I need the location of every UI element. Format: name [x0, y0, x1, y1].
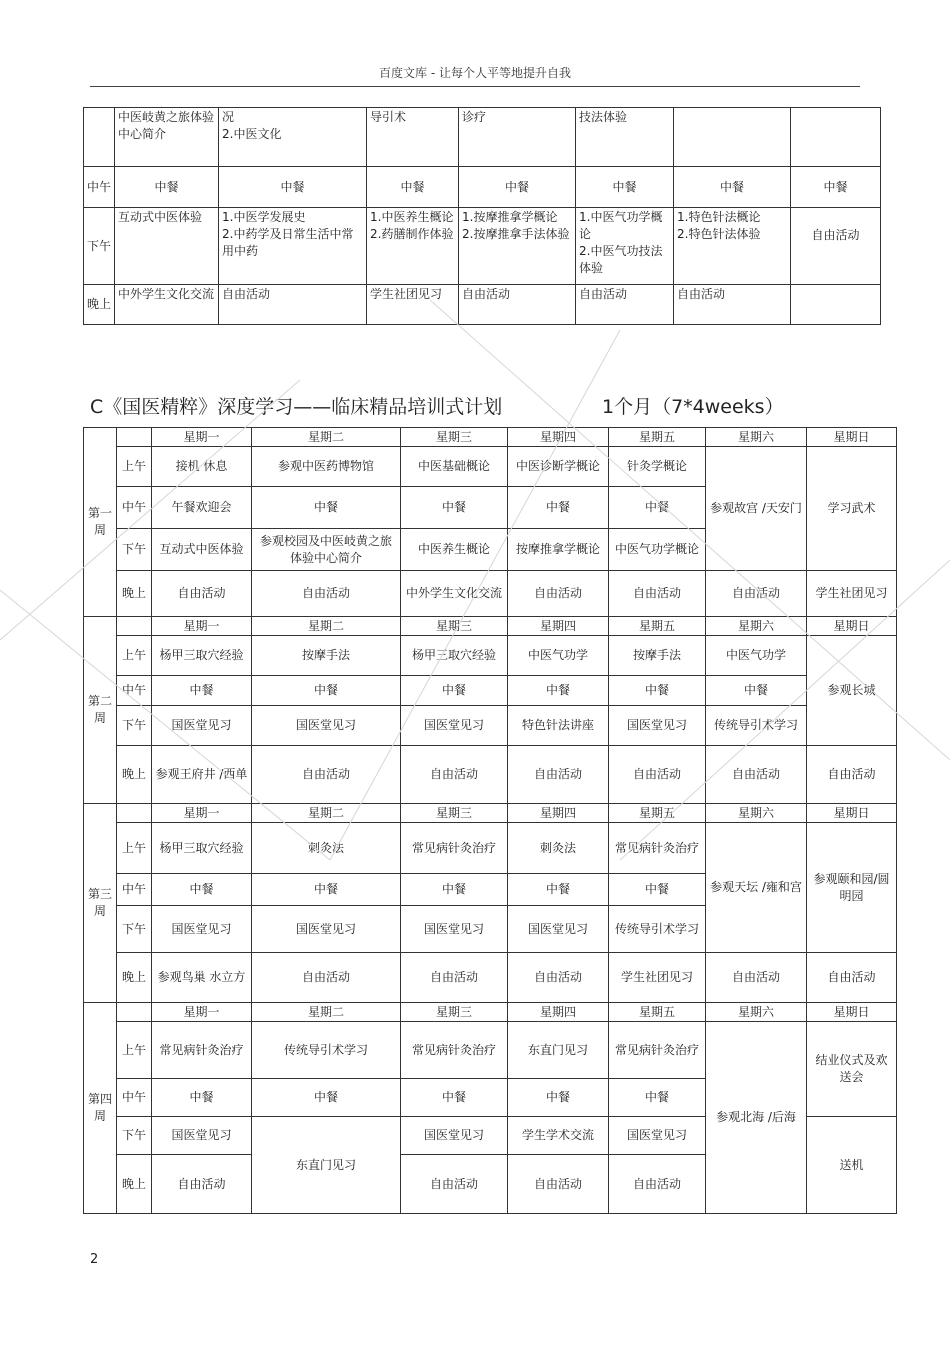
period-label: 下午	[117, 1117, 152, 1155]
table-cell: 中餐	[115, 167, 219, 208]
week-label: 第二周	[84, 617, 117, 804]
table-cell	[117, 804, 152, 823]
table-cell: 1.中医学发展史 2.中药学及日常生活中常用中药	[219, 208, 367, 285]
table-row	[84, 676, 897, 706]
table-cell: 东直门见习	[508, 1022, 609, 1079]
day-header: 星期三	[401, 617, 508, 636]
day-header: 星期四	[508, 804, 609, 823]
table-cell: 中医气功学概论	[609, 529, 706, 571]
table-cell: 中餐	[508, 874, 609, 906]
table-cell: 中餐	[252, 874, 401, 906]
table-cell: 常见病针灸治疗	[609, 823, 706, 874]
table-cell: 杨甲三取穴经验	[152, 823, 252, 874]
day-header: 星期五	[609, 1003, 706, 1022]
table-row	[84, 746, 897, 804]
table-cell: 自由活动	[706, 953, 807, 1003]
day-header: 星期六	[706, 428, 807, 447]
table-cell	[219, 108, 367, 167]
table-cell: 传统导引术学习	[706, 706, 807, 746]
table-cell: 自由活动	[219, 285, 367, 325]
table-cell: 自由活动	[807, 746, 897, 804]
table-cell: 中餐	[252, 487, 401, 529]
table-cell: 参观天坛 /雍和宫	[706, 823, 807, 953]
day-header: 星期六	[706, 617, 807, 636]
table-cell: 互动式中医体验	[152, 529, 252, 571]
period-label: 中午	[117, 487, 152, 529]
table-cell: 中医气功学	[508, 636, 609, 676]
table-cell: 自由活动	[791, 208, 881, 285]
table-cell: 中餐	[609, 487, 706, 529]
table-cell: 国医堂见习	[401, 706, 508, 746]
table-cell	[84, 108, 115, 167]
cell-text: 诊疗	[462, 110, 487, 124]
table-row	[84, 1022, 897, 1079]
table-row	[84, 285, 881, 325]
day-header: 星期五	[609, 428, 706, 447]
day-header: 星期日	[807, 617, 897, 636]
table-row	[84, 823, 897, 874]
table-cell: 中餐	[609, 874, 706, 906]
week-label: 第四周	[84, 1003, 117, 1214]
table-cell: 中外学生文化交流	[115, 285, 219, 325]
day-header: 星期一	[152, 428, 252, 447]
table-cell: 参观校园及中医岐黄之旅体验中心简介	[252, 529, 401, 571]
table-cell: 中餐	[576, 167, 674, 208]
table-cell: 结业仪式及欢送会	[807, 1022, 897, 1117]
table-cell: 参观王府井 /西单	[152, 746, 252, 804]
table-cell: 互动式中医体验	[115, 208, 219, 285]
table-cell: 学生社团见习	[807, 571, 897, 617]
table-cell: 刺灸法	[508, 823, 609, 874]
table-cell: 刺灸法	[252, 823, 401, 874]
table-cell: 中医养生概论	[401, 529, 508, 571]
table-cell: 国医堂见习	[609, 1117, 706, 1155]
table-row	[84, 108, 881, 167]
table-cell: 中餐	[401, 487, 508, 529]
table-cell: 国医堂见习	[252, 906, 401, 953]
table-cell: 传统导引术学习	[609, 906, 706, 953]
table-cell: 学生社团见习	[367, 285, 459, 325]
table-cell: 自由活动	[252, 953, 401, 1003]
day-header: 星期一	[152, 804, 252, 823]
table-cell: 1.中医养生概论 2.药膳制作体验	[367, 208, 459, 285]
table-cell: 东直门见习	[252, 1117, 401, 1214]
table-cell: 中餐	[252, 1079, 401, 1117]
day-header: 星期一	[152, 617, 252, 636]
period-label: 下午	[117, 706, 152, 746]
table-cell: 中餐	[219, 167, 367, 208]
table-cell: 参观中医药博物馆	[252, 447, 401, 487]
table-cell: 中餐	[791, 167, 881, 208]
period-label: 晚上	[117, 571, 152, 617]
day-header: 星期三	[401, 428, 508, 447]
day-header: 星期日	[807, 1003, 897, 1022]
table-cell: 常见病针灸治疗	[401, 823, 508, 874]
page-header: 百度文库 - 让每个人平等地提升自我	[379, 66, 571, 80]
table-cell	[791, 285, 881, 325]
table-cell: 传统导引术学习	[252, 1022, 401, 1079]
table-cell: 自由活动	[508, 571, 609, 617]
continued-schedule-table	[83, 107, 881, 325]
table-cell: 自由活动	[252, 746, 401, 804]
table-cell: 中餐	[609, 1079, 706, 1117]
cell-text: 中医岐黄之旅体验中心简介	[118, 110, 215, 141]
table-cell: 中餐	[609, 676, 706, 706]
table-cell	[576, 108, 674, 167]
table-row	[84, 447, 897, 487]
table-row	[84, 208, 881, 285]
day-header: 星期二	[252, 617, 401, 636]
table-cell: 送机	[807, 1117, 897, 1214]
table-row	[84, 571, 897, 617]
table-cell: 中外学生文化交流	[401, 571, 508, 617]
table-cell: 中餐	[508, 487, 609, 529]
table-cell: 国医堂见习	[252, 706, 401, 746]
period-label: 下午	[117, 529, 152, 571]
week-label: 第三周	[84, 804, 117, 1003]
table-cell: 国医堂见习	[401, 906, 508, 953]
day-header: 星期二	[252, 804, 401, 823]
week-label: 第一周	[84, 428, 117, 617]
table-cell: 中餐	[401, 676, 508, 706]
table-cell: 中餐	[401, 1079, 508, 1117]
table-cell: 国医堂见习	[508, 906, 609, 953]
table-cell: 自由活动	[252, 571, 401, 617]
table-row	[84, 428, 897, 447]
table-cell: 自由活动	[807, 953, 897, 1003]
table-cell: 中餐	[508, 1079, 609, 1117]
table-cell: 接机 休息	[152, 447, 252, 487]
table-cell: 自由活动	[706, 571, 807, 617]
table-cell: 自由活动	[152, 571, 252, 617]
day-header: 星期六	[706, 804, 807, 823]
table-cell: 自由活动	[401, 1155, 508, 1214]
table-cell	[117, 617, 152, 636]
header-divider	[90, 86, 860, 87]
table-cell: 自由活动	[508, 1155, 609, 1214]
table-cell: 参观颐和园/圆明园	[807, 823, 897, 953]
period-label: 晚上	[117, 746, 152, 804]
table-cell: 中餐	[152, 1079, 252, 1117]
table-cell: 自由活动	[401, 746, 508, 804]
table-cell: 参观长城	[807, 636, 897, 746]
period-label: 上午	[117, 1022, 152, 1079]
table-cell: 中餐	[367, 167, 459, 208]
table-cell: 中餐	[706, 676, 807, 706]
day-header: 星期日	[807, 804, 897, 823]
table-cell: 中餐	[152, 676, 252, 706]
table-cell: 学习武术	[807, 447, 897, 571]
period-label: 下午	[84, 208, 115, 285]
table-cell: 自由活动	[609, 571, 706, 617]
table-cell: 自由活动	[609, 746, 706, 804]
period-label: 下午	[117, 906, 152, 953]
cell-text: 况 2.中医文化	[222, 110, 282, 141]
table-cell	[367, 108, 459, 167]
period-label: 中午	[117, 1079, 152, 1117]
period-label: 中午	[84, 167, 115, 208]
table-cell: 常见病针灸治疗	[401, 1022, 508, 1079]
table-cell	[791, 108, 881, 167]
table-cell: 中餐	[674, 167, 791, 208]
table-cell: 国医堂见习	[152, 1117, 252, 1155]
table-cell: 针灸学概论	[609, 447, 706, 487]
table-cell: 按摩手法	[609, 636, 706, 676]
table-cell: 自由活动	[508, 953, 609, 1003]
table-cell: 特色针法讲座	[508, 706, 609, 746]
table-row	[84, 706, 897, 746]
table-cell	[459, 108, 576, 167]
section-duration: 1个月（7*4weeks）	[602, 396, 784, 418]
day-header: 星期六	[706, 1003, 807, 1022]
table-cell: 参观鸟巢 水立方	[152, 953, 252, 1003]
table-cell: 中医气功学	[706, 636, 807, 676]
day-header: 星期三	[401, 804, 508, 823]
table-cell: 常见病针灸治疗	[152, 1022, 252, 1079]
table-cell: 国医堂见习	[152, 706, 252, 746]
table-row	[84, 167, 881, 208]
table-cell: 学生学术交流	[508, 1117, 609, 1155]
table-cell	[115, 108, 219, 167]
table-cell: 1.中医气功学概论 2.中医气功技法体验	[576, 208, 674, 285]
table-cell: 自由活动	[674, 285, 791, 325]
table-cell: 中医诊断学概论	[508, 447, 609, 487]
day-header: 星期二	[252, 428, 401, 447]
table-cell: 自由活动	[152, 1155, 252, 1214]
period-label: 上午	[117, 823, 152, 874]
table-cell: 杨甲三取穴经验	[152, 636, 252, 676]
period-label: 中午	[117, 874, 152, 906]
table-cell: 中餐	[252, 676, 401, 706]
table-row	[84, 953, 897, 1003]
table-cell: 自由活动	[706, 746, 807, 804]
table-cell: 按摩手法	[252, 636, 401, 676]
table-cell: 1.按摩推拿学概论 2.按摩推拿手法体验	[459, 208, 576, 285]
table-cell: 参观北海 /后海	[706, 1022, 807, 1214]
table-cell: 自由活动	[609, 1155, 706, 1214]
table-cell: 中医基础概论	[401, 447, 508, 487]
table-cell: 自由活动	[576, 285, 674, 325]
table-cell: 国医堂见习	[609, 706, 706, 746]
period-label: 晚上	[117, 953, 152, 1003]
table-row	[84, 804, 897, 823]
table-cell: 常见病针灸治疗	[609, 1022, 706, 1079]
day-header: 星期四	[508, 428, 609, 447]
table-cell: 自由活动	[401, 953, 508, 1003]
table-row	[84, 1003, 897, 1022]
period-label: 上午	[117, 636, 152, 676]
day-header: 星期五	[609, 804, 706, 823]
table-cell: 学生社团见习	[609, 953, 706, 1003]
period-label: 晚上	[84, 285, 115, 325]
section-title: C《国医精粹》深度学习——临床精品培训式计划	[90, 396, 503, 418]
table-cell: 午餐欢迎会	[152, 487, 252, 529]
table-cell: 国医堂见习	[401, 1117, 508, 1155]
page-number: 2	[90, 1252, 99, 1267]
period-label: 晚上	[117, 1155, 152, 1214]
day-header: 星期日	[807, 428, 897, 447]
table-cell: 中餐	[459, 167, 576, 208]
table-row	[84, 617, 897, 636]
cell-text: 导引术	[370, 110, 407, 124]
day-header: 星期四	[508, 617, 609, 636]
table-row	[84, 636, 897, 676]
table-cell: 中餐	[152, 874, 252, 906]
table-cell: 中餐	[508, 676, 609, 706]
table-cell	[674, 108, 791, 167]
table-cell: 自由活动	[459, 285, 576, 325]
table-cell	[117, 428, 152, 447]
day-header: 星期四	[508, 1003, 609, 1022]
day-header: 星期一	[152, 1003, 252, 1022]
period-label: 中午	[117, 676, 152, 706]
period-label: 上午	[117, 447, 152, 487]
table-cell: 自由活动	[508, 746, 609, 804]
cell-text: 技法体验	[579, 110, 628, 124]
day-header: 星期五	[609, 617, 706, 636]
table-cell: 中餐	[401, 874, 508, 906]
table-cell: 按摩推拿学概论	[508, 529, 609, 571]
table-cell: 参观故宫 /天安门	[706, 447, 807, 571]
day-header: 星期二	[252, 1003, 401, 1022]
monthly-schedule-table	[83, 427, 897, 1214]
table-cell: 国医堂见习	[152, 906, 252, 953]
table-cell	[117, 1003, 152, 1022]
table-cell: 1.特色针法概论 2.特色针法体验	[674, 208, 791, 285]
table-cell: 杨甲三取穴经验	[401, 636, 508, 676]
day-header: 星期三	[401, 1003, 508, 1022]
